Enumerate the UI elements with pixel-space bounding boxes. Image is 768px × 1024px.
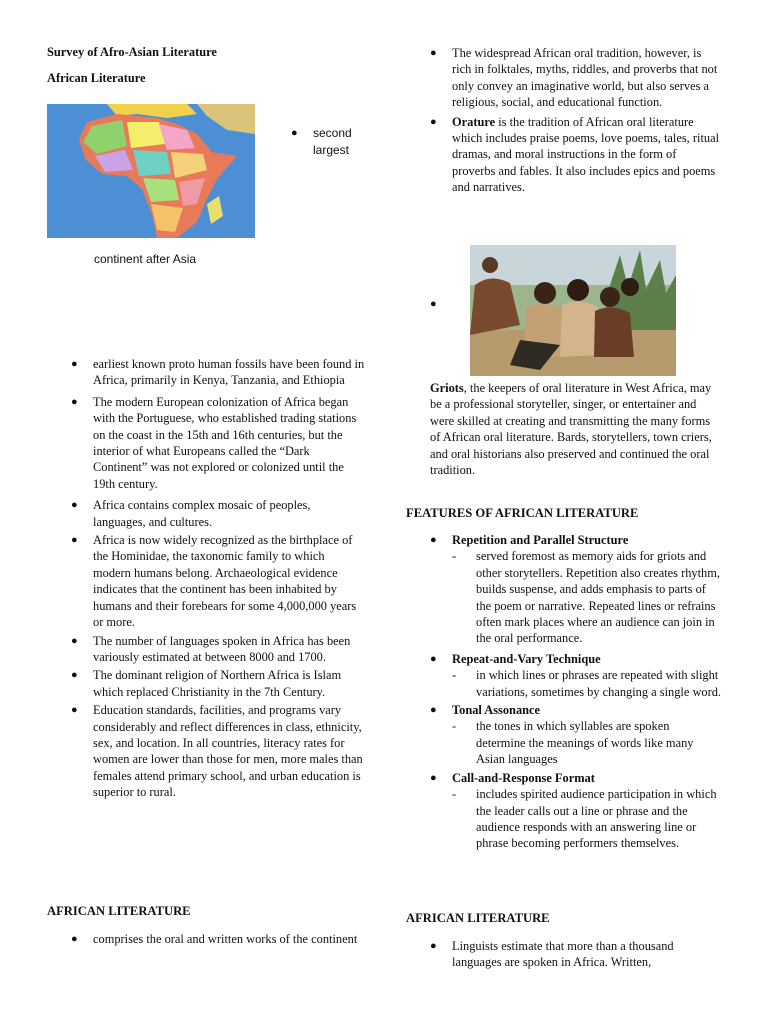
bullet-icon: ● bbox=[430, 534, 437, 546]
feature-name: Call-and-Response Format bbox=[452, 770, 595, 785]
list-item: ● The widespread African oral tradition, however, is rich in folktales, myths, riddles, and proverbs that not only convey an imaginative world, but also serves a religious, social, and educational function. bbox=[430, 46, 718, 110]
list-item: ● The modern European colonization of Africa began with the Portuguese, who established trading stations on the coast in the 15th and 16th centuries, but the interior of what Europeans called the “Dark Continent” was not explored or colonized until the 19th century. bbox=[71, 394, 357, 491]
list-item: ● The number of languages spoken in Africa has been variously estimated at between 8000 and 1700. bbox=[71, 633, 351, 664]
list-item: ● Linguists estimate that more than a thousand languages are spoken in Africa. Written, bbox=[430, 939, 674, 970]
feature-item bbox=[430, 651, 722, 700]
dash-icon: - bbox=[452, 787, 457, 802]
bullet-icon: ● bbox=[71, 933, 78, 945]
bullet-icon: ● bbox=[71, 499, 78, 512]
storyteller-photo bbox=[470, 245, 676, 376]
feature-name: Repeat-and-Vary Technique bbox=[452, 651, 601, 666]
bullet-icon: ● bbox=[71, 669, 78, 682]
list-item: ● comprises the oral and written works of the continent bbox=[71, 932, 358, 946]
bullet-icon: ● bbox=[71, 534, 78, 547]
bullet-icon: ● bbox=[430, 652, 437, 665]
feature-desc: - in which lines or phrases are repeated with slight variations, sometimes by changing a single word. bbox=[452, 668, 722, 699]
list-item: ● Africa is now widely recognized as the birthplace of the Hominidae, the taxonomic family to which modern humans belong. Archaeological evidence indicates that the continent has been inhabited by humans and their forebears for some 4,000,000 years or more. bbox=[71, 533, 357, 630]
africa-map-icon bbox=[47, 104, 255, 238]
feature-item bbox=[430, 702, 722, 768]
africa-map-image bbox=[47, 104, 255, 238]
doc-title: Survey of Afro-Asian Literature bbox=[47, 45, 217, 59]
bullet-icon: ● bbox=[430, 771, 437, 784]
griots-paragraph: Griots, the keepers of oral literature in West Africa, may be a professional storyteller, singer, or entertainer and were skilled at creating and transmitting the many forms of African oral literature. Bards, storytellers, town criers, and oral historians also preserved and continued the oral tradition. bbox=[430, 381, 712, 478]
list-item: ● Orature is the tradition of African oral literature which includes praise poems, love poems, tales, ritual dramas, and moral instructions in the form of proverbs and fables. It also includes epics and poems and narratives. bbox=[430, 114, 720, 195]
bullet-icon: ● bbox=[430, 940, 437, 952]
bullet-icon: ● bbox=[71, 395, 78, 408]
left-bullet-list bbox=[71, 356, 365, 801]
dash-icon: - bbox=[452, 719, 457, 734]
features-list bbox=[430, 532, 722, 852]
section-heading-african-literature: African Literature bbox=[47, 71, 146, 85]
feature-name: Tonal Assonance bbox=[452, 703, 541, 718]
map-caption-bullet: ● second largest bbox=[291, 126, 352, 157]
bullet-icon: ● bbox=[71, 358, 78, 370]
dash-icon: - bbox=[452, 668, 457, 683]
feature-desc: - served foremost as memory aids for griots and other storytellers. Repetition also creates rhythm, builds suspense, and adds emphasis to parts of the poem or narrative. Repeated lines or refrains often mark places where an audience can join in the oral performance. bbox=[452, 549, 720, 646]
feature-item bbox=[430, 770, 722, 852]
bullet-icon: ● bbox=[430, 704, 437, 717]
feature-name: Repetition and Parallel Structure bbox=[452, 533, 629, 547]
feature-desc: - the tones in which syllables are spoken determine the meanings of words like many Asian languages bbox=[452, 719, 694, 767]
bullet-icon: ● bbox=[430, 115, 437, 128]
orature-term: Orature bbox=[452, 114, 496, 129]
features-heading: FEATURES OF AFRICAN LITERATURE bbox=[406, 506, 639, 520]
bullet-icon: ● bbox=[71, 704, 78, 717]
dash-icon: - bbox=[452, 549, 457, 564]
griots-term: Griots bbox=[430, 381, 464, 395]
bullet-icon: ● bbox=[430, 47, 437, 59]
list-item: ● Education standards, facilities, and programs vary considerably and reflect differences in class, ethnicity, sex, and location. In all countries, literacy rates for women are lower than those for men, more males than females attend primary school, and urban education is superior to rural. bbox=[71, 703, 363, 800]
section-heading-african-literature-3: AFRICAN LITERATURE bbox=[406, 911, 550, 925]
list-item: ● Africa contains complex mosaic of peoples, languages, and cultures. bbox=[71, 498, 311, 529]
storyteller-photo-icon bbox=[470, 245, 676, 376]
feature-desc: - includes spirited audience participation in which the leader calls out a line or phrase and the audience responds with an answering line or phrase becoming performers themselves. bbox=[452, 787, 717, 851]
section-heading-african-literature-2: AFRICAN LITERATURE bbox=[47, 904, 191, 918]
list-item: ● The dominant religion of Northern Africa is Islam which replaced Christianity in the 7th Century. bbox=[71, 668, 342, 699]
bullet-icon: ● bbox=[71, 634, 78, 647]
feature-item bbox=[430, 532, 722, 647]
map-caption-continuation: continent after Asia bbox=[94, 252, 197, 266]
bullet-icon: ● bbox=[430, 298, 437, 310]
list-item: ● earliest known proto human fossils have been found in Africa, primarily in Kenya, Tanzania, and Ethiopia bbox=[71, 357, 365, 388]
bullet-icon: ● bbox=[291, 127, 298, 139]
